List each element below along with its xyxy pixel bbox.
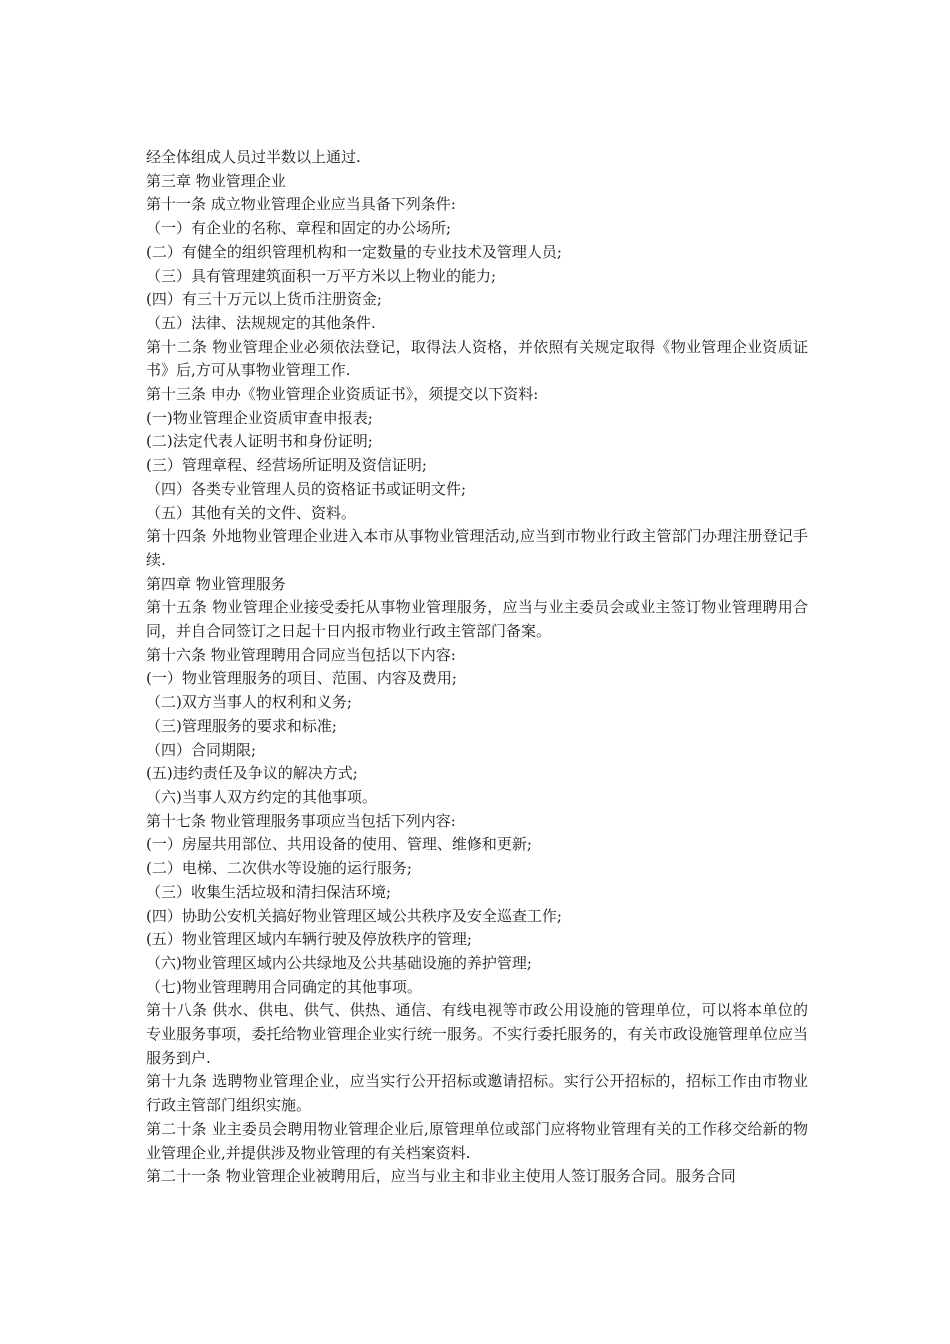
- article-paragraph: 第十一条 成立物业管理企业应当具备下列条件:: [146, 195, 456, 214]
- article-paragraph: 第十四条 外地物业管理企业进入本市从事物业管理活动,应当到市物业行政主管部门办理注册登记手续.: [146, 527, 808, 569]
- list-item: （六)当事人双方约定的其他事项。: [146, 787, 377, 806]
- article-paragraph: 第二十一条 物业管理企业被聘用后，应当与业主和非业主使用人签订服务合同。服务合同: [146, 1167, 736, 1186]
- list-item: (三）管理章程、经营场所证明及资信证明;: [146, 456, 427, 475]
- list-item: （三）收集生活垃圾和清扫保洁环境;: [146, 882, 392, 901]
- list-item: （二)双方当事人的权利和义务;: [146, 693, 352, 712]
- list-item: (一）房屋共用部位、共用设备的使用、管理、维修和更新;: [146, 835, 532, 854]
- article-paragraph: 第十二条 物业管理企业必须依法登记，取得法人资格，并依照有关规定取得《物业管理企业资质证书》后,方可从事物业管理工作.: [146, 337, 808, 380]
- article-paragraph: 第十六条 物业管理聘用合同应当包括以下内容:: [146, 645, 456, 664]
- article-paragraph: 第二十条 业主委员会聘用物业管理企业后,原管理单位或部门应将物业管理有关的工作移交给新的物业管理企业,并提供涉及物业管理的有关档案资料.: [146, 1119, 808, 1162]
- text-line: 经全体组成人员过半数以上通过.: [146, 148, 361, 166]
- list-item: （五）其他有关的文件、资料。: [146, 503, 357, 522]
- list-item: (五)违约责任及争议的解决方式;: [146, 764, 358, 783]
- list-item: （一）有企业的名称、章程和固定的办公场所;: [146, 219, 452, 238]
- document-body: [146, 146, 808, 1189]
- list-item: (一)物业管理企业资质审查申报表;: [146, 408, 373, 427]
- chapter-heading: 第四章 物业管理服务: [146, 574, 286, 593]
- list-item: （四）合同期限;: [146, 740, 257, 759]
- list-item: (二)法定代表人证明书和身份证明;: [146, 432, 373, 451]
- list-item: （五）法律、法规规定的其他条件.: [146, 313, 376, 332]
- list-item: （四）各类专业管理人员的资格证书或证明文件;: [146, 479, 467, 498]
- list-item: (一）物业管理服务的项目、范围、内容及费用;: [146, 669, 457, 688]
- list-item: （六)物业管理区域内公共绿地及公共基础设施的养护管理;: [146, 953, 532, 972]
- list-item: （七)物业管理聘用合同确定的其他事项。: [146, 977, 422, 996]
- chapter-heading: 第三章 物业管理企业: [146, 171, 286, 190]
- list-item: (四）有三十万元以上货币注册资金;: [146, 290, 382, 309]
- article-paragraph: 第十九条 选聘物业管理企业，应当实行公开招标或邀请招标。实行公开招标的，招标工作由市物业行政主管部门组织实施。: [146, 1072, 808, 1115]
- article-paragraph: 第十五条 物业管理企业接受委托从事物业管理服务，应当与业主委员会或业主签订物业管理聘用合同，并自合同签订之日起十日内报市物业行政主管部门备案。: [146, 598, 808, 641]
- list-item: （三)管理服务的要求和标准;: [146, 716, 337, 735]
- list-item: (五）物业管理区域内车辆行驶及停放秩序的管理;: [146, 930, 472, 949]
- list-item: (二）有健全的组织管理机构和一定数量的专业技术及管理人员;: [146, 242, 562, 261]
- article-paragraph: 第十八条 供水、供电、供气、供热、通信、有线电视等市政公用设施的管理单位，可以将本单位的专业服务事项，委托给物业管理企业实行统一服务。不实行委托服务的，有关市政设施管理单位应当服务到户.: [146, 1001, 808, 1067]
- list-item: (四）协助公安机关搞好物业管理区域公共秩序及安全巡查工作;: [146, 906, 562, 925]
- article-paragraph: 第十七条 物业管理服务事项应当包括下列内容:: [146, 811, 456, 830]
- list-item: （三）具有管理建筑面积一万平方米以上物业的能力;: [146, 266, 497, 285]
- list-item: (二）电梯、二次供水等设施的运行服务;: [146, 859, 412, 878]
- article-paragraph: 第十三条 申办《物业管理企业资质证书》，须提交以下资料:: [146, 385, 539, 404]
